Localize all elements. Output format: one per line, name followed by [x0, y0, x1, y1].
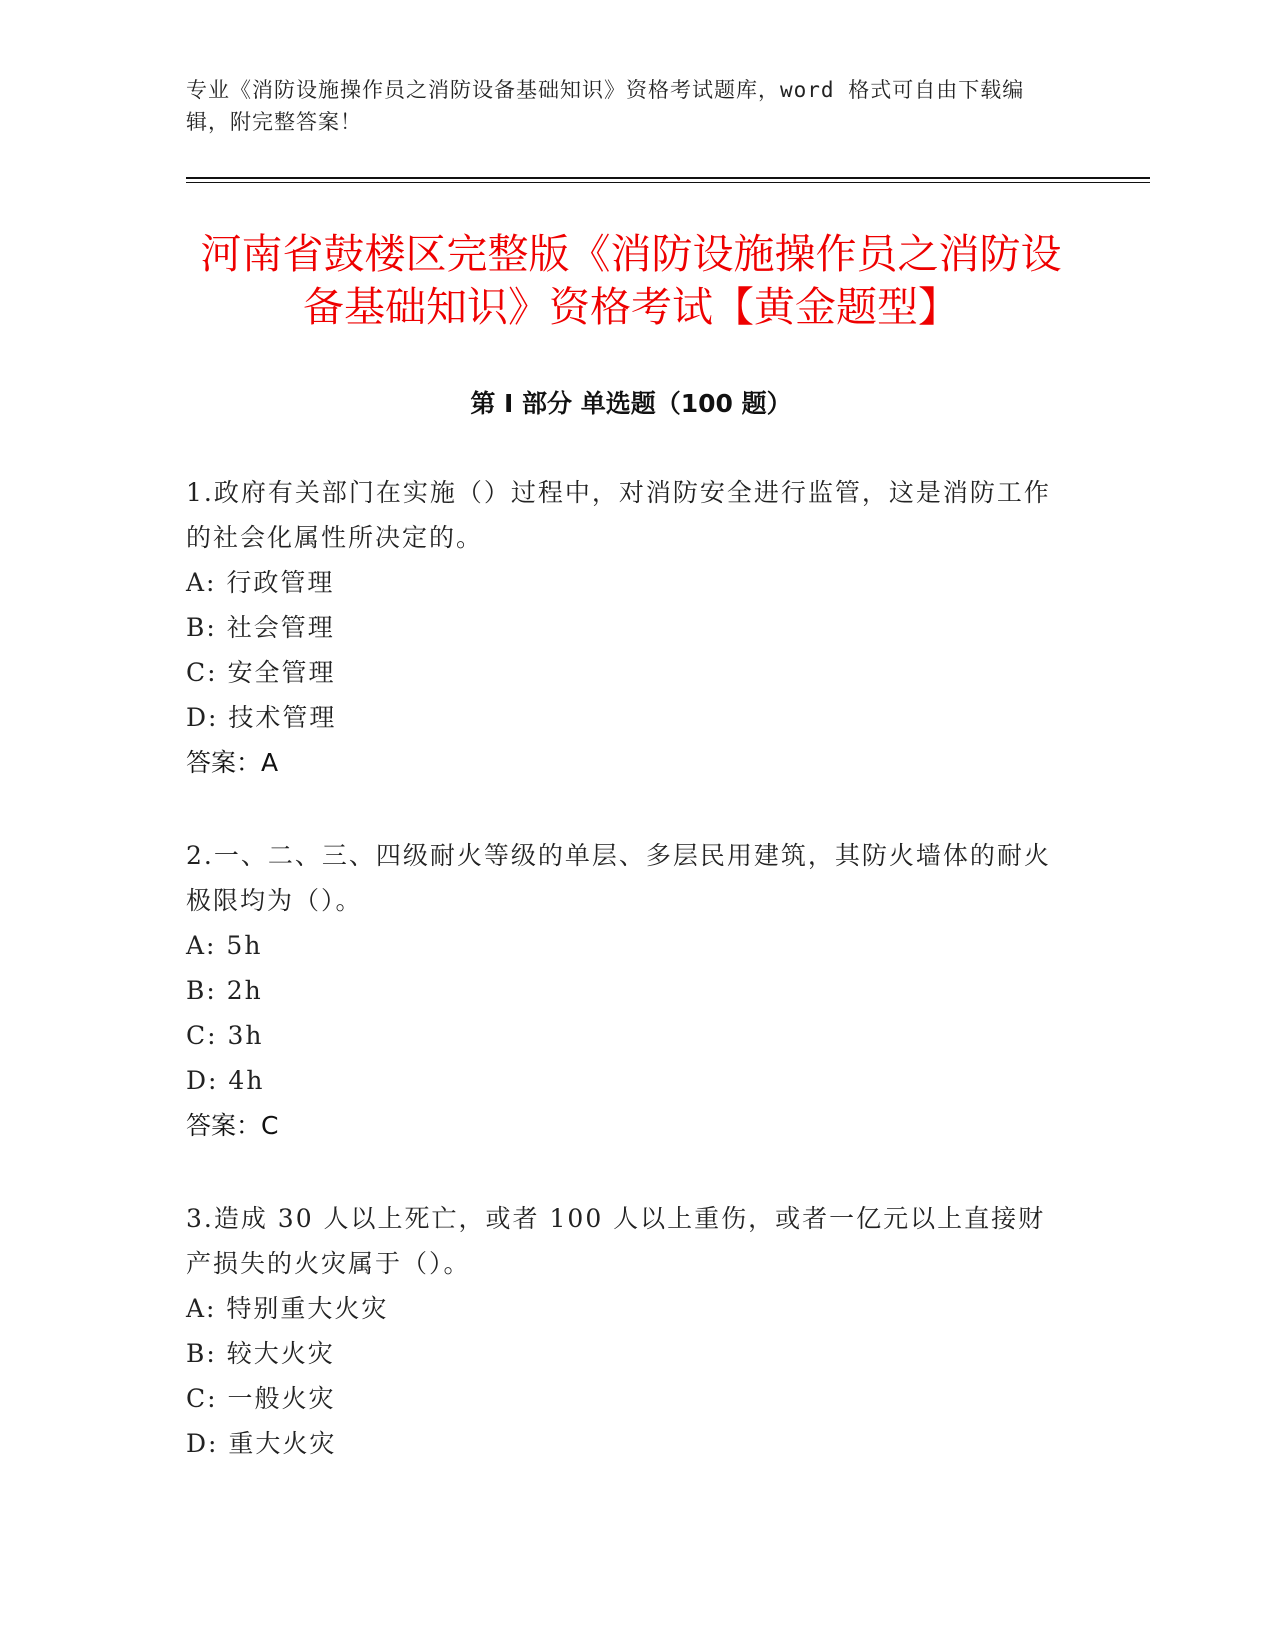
- option-d: D: 重大火灾: [186, 1429, 337, 1458]
- option-b: B: 社会管理: [186, 613, 335, 642]
- option-c: C: 一般火灾: [186, 1384, 336, 1413]
- answer-line: 答案：A: [186, 748, 279, 777]
- option-d: D: 4h: [186, 1066, 265, 1095]
- section-heading: 第 I 部分 单选题（100 题）: [470, 389, 792, 418]
- question-1: [186, 470, 1066, 785]
- option-a: A: 行政管理: [186, 568, 335, 597]
- option-d: D: 技术管理: [186, 703, 337, 732]
- option-c: C: 3h: [186, 1021, 264, 1050]
- question-2: [186, 833, 1066, 1148]
- header-note: 专业《消防设施操作员之消防设备基础知识》资格考试题库，word 格式可自由下载编辑，附完整答案！: [186, 78, 1025, 134]
- question-stem: 1.政府有关部门在实施（）过程中，对消防安全进行监管，这是消防工作的社会化属性所决定的。: [186, 478, 1051, 552]
- option-b: B: 2h: [186, 976, 263, 1005]
- header-divider-thin: [186, 182, 1150, 183]
- question-3: [186, 1196, 1066, 1466]
- option-c: C: 安全管理: [186, 658, 336, 687]
- option-a: A: 特别重大火灾: [186, 1294, 389, 1323]
- option-a: A: 5h: [186, 931, 263, 960]
- question-stem: 3.造成 30 人以上死亡，或者 100 人以上重伤，或者一亿元以上直接财产损失的火灾属于（）。: [186, 1204, 1046, 1278]
- question-stem: 2.一、二、三、四级耐火等级的单层、多层民用建筑，其防火墙体的耐火极限均为（）。: [186, 841, 1051, 915]
- option-b: B: 较大火灾: [186, 1339, 335, 1368]
- answer-line: 答案：C: [186, 1111, 279, 1140]
- header-divider: [186, 177, 1150, 179]
- document-title: 河南省鼓楼区完整版《消防设施操作员之消防设备基础知识》资格考试【黄金题型】: [200, 230, 1062, 331]
